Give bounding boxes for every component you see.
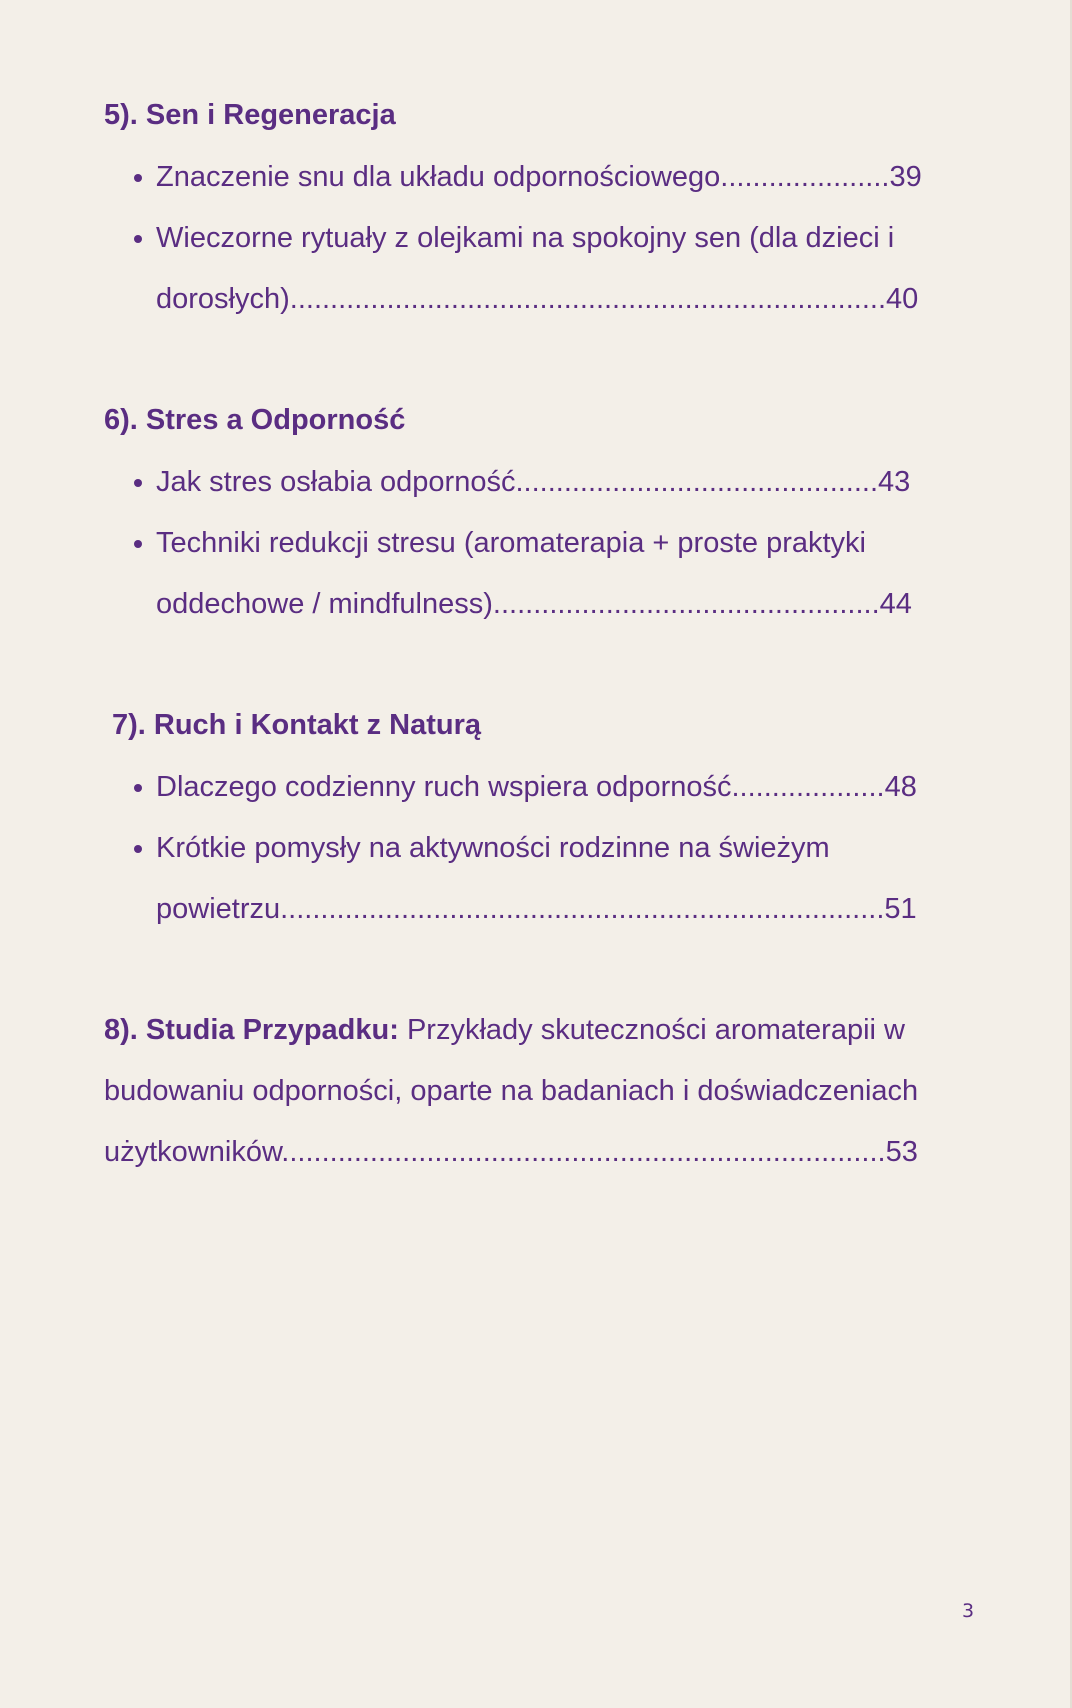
bullet-icon: [134, 479, 142, 487]
bullet-icon: [134, 235, 142, 243]
toc-entry-continuation[interactable]: użytkowników...........................................................................53: [104, 1136, 918, 1168]
bullet-icon: [134, 845, 142, 853]
toc-entry-continuation[interactable]: powietrzu...........................................................................51: [156, 893, 917, 925]
toc-entry-text: Przykłady skuteczności aromaterapii w: [406, 1014, 905, 1046]
section-title: 7). Ruch i Kontakt z Naturą: [112, 709, 481, 741]
toc-entry[interactable]: Krótkie pomysły na aktywności rodzinne na świeżym: [156, 832, 830, 864]
toc-entry[interactable]: Dlaczego codzienny ruch wspiera odporność...................48: [156, 771, 917, 803]
toc-entry[interactable]: Wieczorne rytuały z olejkami na spokojny sen (dla dzieci i: [156, 222, 895, 254]
toc-entry-continuation[interactable]: budowaniu odporności, oparte na badaniach i doświadczeniach: [104, 1075, 919, 1107]
toc-entry[interactable]: Znaczenie snu dla układu odpornościowego.....................39: [156, 161, 922, 193]
section-title: 6). Stres a Odporność: [104, 404, 406, 436]
section-title: 8). Studia Przypadku:: [104, 1014, 399, 1046]
toc-entry[interactable]: Jak stres osłabia odporność.............................................43: [156, 466, 911, 498]
toc-entry-continuation[interactable]: dorosłych)..........................................................................40: [156, 283, 919, 315]
page-number: 3: [962, 1600, 975, 1622]
bullet-icon: [134, 784, 142, 792]
bullet-icon: [134, 540, 142, 548]
toc-entry[interactable]: Techniki redukcji stresu (aromaterapia + proste praktyki: [156, 527, 866, 559]
toc-entry[interactable]: [104, 1013, 905, 1047]
section-title: 5). Sen i Regeneracja: [104, 99, 396, 131]
toc-entry-continuation[interactable]: oddechowe / mindfulness)................................................44: [156, 588, 912, 620]
bullet-icon: [134, 174, 142, 182]
